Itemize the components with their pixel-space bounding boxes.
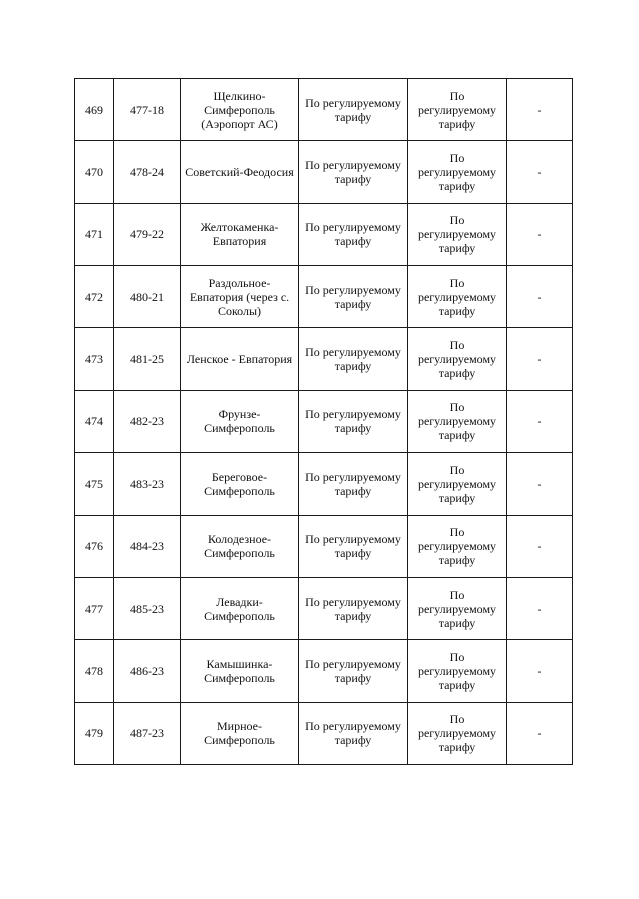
table-row — [75, 79, 573, 141]
extra-cell: - — [507, 640, 573, 702]
table-row — [75, 203, 573, 265]
route-name-cell: Щелкино-Симферополь (Аэропорт АС) — [181, 79, 299, 141]
route-number-cell: 472 — [75, 266, 114, 328]
route-name-cell: Камышинка-Симферополь — [181, 640, 299, 702]
route-code-cell: 483-23 — [114, 453, 181, 515]
tariff-cell: По регулируемому тарифу — [408, 203, 507, 265]
tariff-cell: По регулируемому тарифу — [408, 390, 507, 452]
tariff-cell: По регулируемому тарифу — [408, 328, 507, 390]
route-name-cell: Береговое-Симферополь — [181, 453, 299, 515]
tariff-cell: По регулируемому тарифу — [299, 640, 408, 702]
route-name-cell: Ленское - Евпатория — [181, 328, 299, 390]
route-number-cell: 475 — [75, 453, 114, 515]
route-number-cell: 470 — [75, 141, 114, 203]
extra-cell: - — [507, 266, 573, 328]
route-name-cell: Желтокаменка-Евпатория — [181, 203, 299, 265]
extra-cell: - — [507, 390, 573, 452]
route-code-cell: 480-21 — [114, 266, 181, 328]
route-code-cell: 484-23 — [114, 515, 181, 577]
extra-cell: - — [507, 515, 573, 577]
route-name-cell: Мирное-Симферополь — [181, 702, 299, 764]
route-name-cell: Советский-Феодосия — [181, 141, 299, 203]
tariff-cell: По регулируемому тарифу — [299, 390, 408, 452]
route-number-cell: 476 — [75, 515, 114, 577]
extra-cell: - — [507, 577, 573, 639]
extra-cell: - — [507, 453, 573, 515]
tariff-cell: По регулируемому тарифу — [299, 515, 408, 577]
route-number-cell: 474 — [75, 390, 114, 452]
table-row — [75, 577, 573, 639]
route-code-cell: 479-22 — [114, 203, 181, 265]
tariff-cell: По регулируемому тарифу — [299, 328, 408, 390]
tariff-cell: По регулируемому тарифу — [299, 266, 408, 328]
tariff-cell: По регулируемому тарифу — [408, 702, 507, 764]
tariff-cell: По регулируемому тарифу — [299, 577, 408, 639]
route-code-cell: 481-25 — [114, 328, 181, 390]
route-code-cell: 482-23 — [114, 390, 181, 452]
route-code-cell: 485-23 — [114, 577, 181, 639]
table-row — [75, 640, 573, 702]
route-name-cell: Колодезное-Симферополь — [181, 515, 299, 577]
route-code-cell: 478-24 — [114, 141, 181, 203]
route-number-cell: 479 — [75, 702, 114, 764]
route-number-cell: 469 — [75, 79, 114, 141]
extra-cell: - — [507, 79, 573, 141]
routes-table-body — [75, 79, 573, 765]
route-number-cell: 477 — [75, 577, 114, 639]
table-row — [75, 453, 573, 515]
route-number-cell: 471 — [75, 203, 114, 265]
tariff-cell: По регулируемому тарифу — [299, 141, 408, 203]
route-name-cell: Раздольное-Евпатория (через с. Соколы) — [181, 266, 299, 328]
routes-table — [74, 78, 573, 765]
tariff-cell: По регулируемому тарифу — [408, 640, 507, 702]
table-row — [75, 702, 573, 764]
extra-cell: - — [507, 702, 573, 764]
tariff-cell: По регулируемому тарифу — [408, 453, 507, 515]
extra-cell: - — [507, 141, 573, 203]
tariff-cell: По регулируемому тарифу — [408, 79, 507, 141]
table-row — [75, 515, 573, 577]
tariff-cell: По регулируемому тарифу — [408, 515, 507, 577]
tariff-cell: По регулируемому тарифу — [299, 203, 408, 265]
route-name-cell: Левадки-Симферополь — [181, 577, 299, 639]
route-code-cell: 487-23 — [114, 702, 181, 764]
table-row — [75, 141, 573, 203]
tariff-cell: По регулируемому тарифу — [299, 702, 408, 764]
table-row — [75, 328, 573, 390]
route-code-cell: 477-18 — [114, 79, 181, 141]
tariff-cell: По регулируемому тарифу — [299, 453, 408, 515]
route-number-cell: 478 — [75, 640, 114, 702]
table-row — [75, 266, 573, 328]
tariff-cell: По регулируемому тарифу — [408, 141, 507, 203]
route-name-cell: Фрунзе-Симферополь — [181, 390, 299, 452]
tariff-cell: По регулируемому тарифу — [299, 79, 408, 141]
table-row — [75, 390, 573, 452]
tariff-cell: По регулируемому тарифу — [408, 266, 507, 328]
extra-cell: - — [507, 203, 573, 265]
route-number-cell: 473 — [75, 328, 114, 390]
extra-cell: - — [507, 328, 573, 390]
tariff-cell: По регулируемому тарифу — [408, 577, 507, 639]
route-code-cell: 486-23 — [114, 640, 181, 702]
